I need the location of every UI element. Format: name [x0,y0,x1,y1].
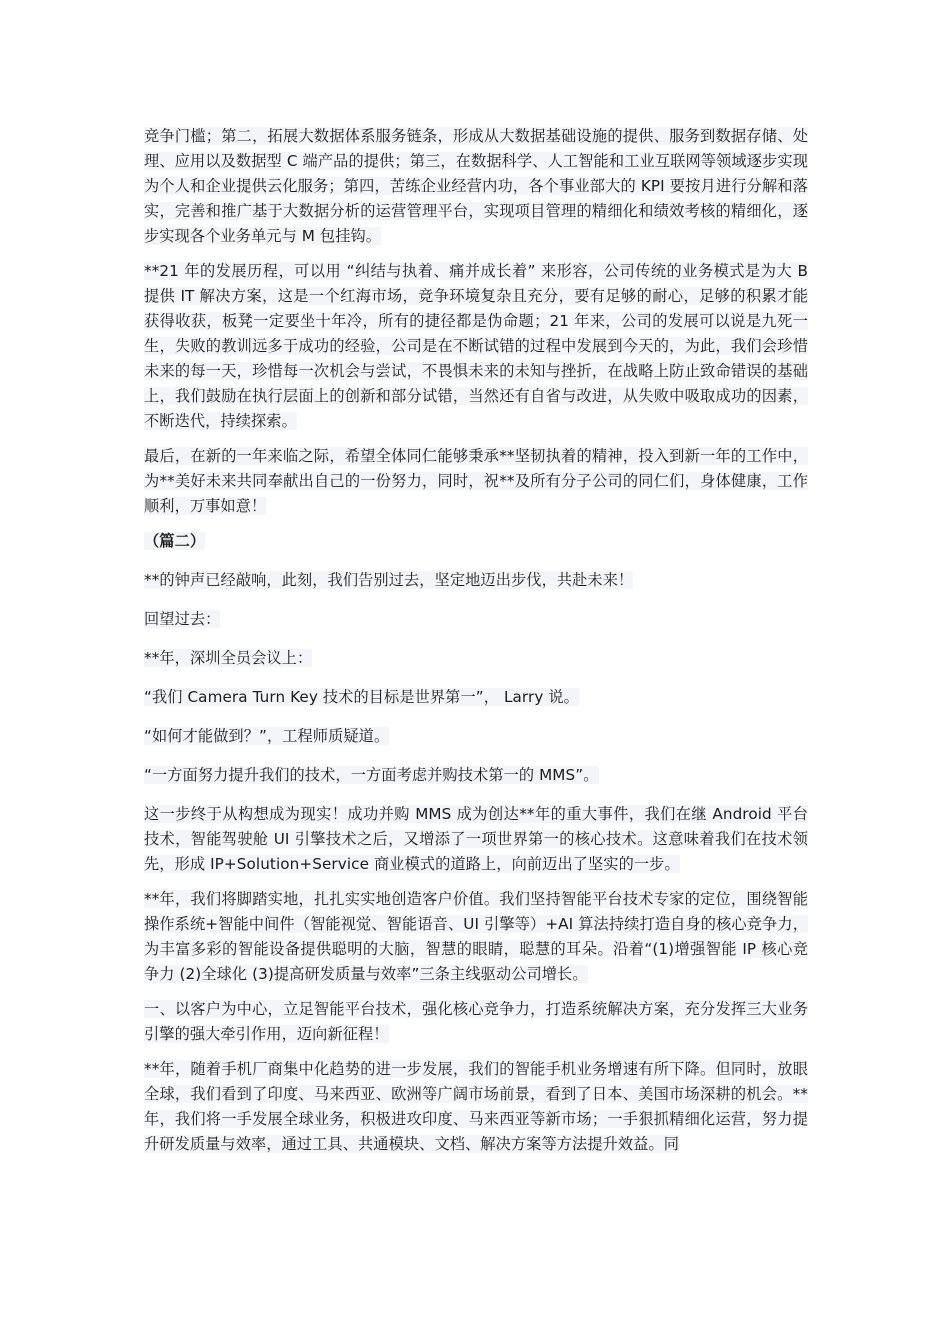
quote-paragraph [144,685,808,710]
paragraph [144,444,808,519]
paragraph [144,802,808,877]
paragraph [144,124,808,249]
paragraph [144,259,808,434]
paragraph-text: “一方面努力提升我们的技术，一方面考虑并购技术第一的 MMS”。 [144,766,599,784]
paragraph-text: 最后，在新的一年来临之际，希望全体同仁能够秉承**坚韧执着的精神，投入到新一年的工作中，为**美好未来共同奉献出自己的一份努力，同时，祝**及所有分子公司的同仁们，身体健康，工作顺利，万事如意！ [144,447,808,515]
paragraph-text: **年，深圳全员会议上： [144,649,313,667]
document-body [144,124,808,1167]
section-heading-text: （篇二） [144,532,206,550]
paragraph-text: 竞争门槛；第二，拓展大数据体系服务链条，形成从大数据基础设施的提供、服务到数据存储、处理、应用以及数据型 C 端产品的提供；第三，在数据科学、人工智能和工业互联网等领域逐步实现为个人和企业提供云化服务；第四，苦练企业经营内功，各个事业部大的 KPI 要按月进行分解和落实，完善和推广基于大数据分析的运营管理平台，实现项目管理的精细化和绩效考核的精细化，逐步实现各个业务单元与 M 包挂钩。 [144,127,808,245]
paragraph-text: 回望过去： [144,610,221,628]
paragraph-text: “我们 Camera Turn Key 技术的目标是世界第一”， Larry 说。 [144,688,579,706]
section-heading [144,529,808,554]
paragraph-text: **年，随着手机厂商集中化趋势的进一步发展，我们的智能手机业务增速有所下降。但同时，放眼全球，我们看到了印度、马来西亚、欧洲等广阔市场前景，看到了日本、美国市场深耕的机会。**年，我们将一手发展全球业务，积极进攻印度、马来西亚等新市场；一手狠抓精细化运营，努力提升研发质量与效率，通过工具、共通模块、文档、解决方案等方法提升效益。同 [144,1060,808,1153]
paragraph [144,568,808,593]
paragraph [144,887,808,987]
quote-paragraph [144,724,808,749]
paragraph-text: **年，我们将脚踏实地，扎扎实实地创造客户价值。我们坚持智能平台技术专家的定位，围绕智能操作系统+智能中间件（智能视觉、智能语音、UI 引擎等）+AI 算法持续打造自身的核心竞争力，为丰富多彩的智能设备提供聪明的大脑，智慧的眼睛，聪慧的耳朵。沿着“(1)增强智能 IP 核心竞争力 (2)全球化 (3)提高研发质量与效率”三条主线驱动公司增长。 [144,890,808,983]
quote-paragraph [144,763,808,788]
paragraph [144,1057,808,1157]
paragraph-text: **21 年的发展历程，可以用 “纠结与执着、痛并成长着” 来形容，公司传统的业务模式是为大 B 提供 IT 解决方案，这是一个红海市场，竞争环境复杂且充分，要有足够的耐心，足够的积累才能获得收获，板凳一定要坐十年冷，所有的捷径都是伪命题；21 年来，公司的发展可以说是九死一生，失败的教训远多于成功的经验，公司是在不断试错的过程中发展到今天的，为此，我们会珍惜未来的每一天，珍惜每一次机会与尝试，不畏惧未来的未知与挫折，在战略上防止致命错误的基础上，我们鼓励在执行层面上的创新和部分试错，当然还有自省与改进，从失败中吸取成功的因素，不断迭代，持续探索。 [144,262,808,430]
paragraph [144,997,808,1047]
paragraph [144,646,808,671]
paragraph-text: 这一步终于从构想成为现实！成功并购 MMS 成为创达**年的重大事件，我们在继 Android 平台技术，智能驾驶舱 UI 引擎技术之后，又增添了一项世界第一的核心技术。这意味着我们在技术领先，形成 IP+Solution+Service 商业模式的道路上，向前迈出了坚实的一步。 [144,805,808,873]
paragraph-text: “如何才能做到？”，工程师质疑道。 [144,727,390,745]
paragraph-text: **的钟声已经敲响，此刻，我们告别过去，坚定地迈出步伐，共赴未来！ [144,571,634,589]
paragraph [144,607,808,632]
paragraph-text: 一、以客户为中心，立足智能平台技术，强化核心竞争力，打造系统解决方案，充分发挥三大业务引擎的强大牵引作用，迈向新征程！ [144,1000,808,1043]
